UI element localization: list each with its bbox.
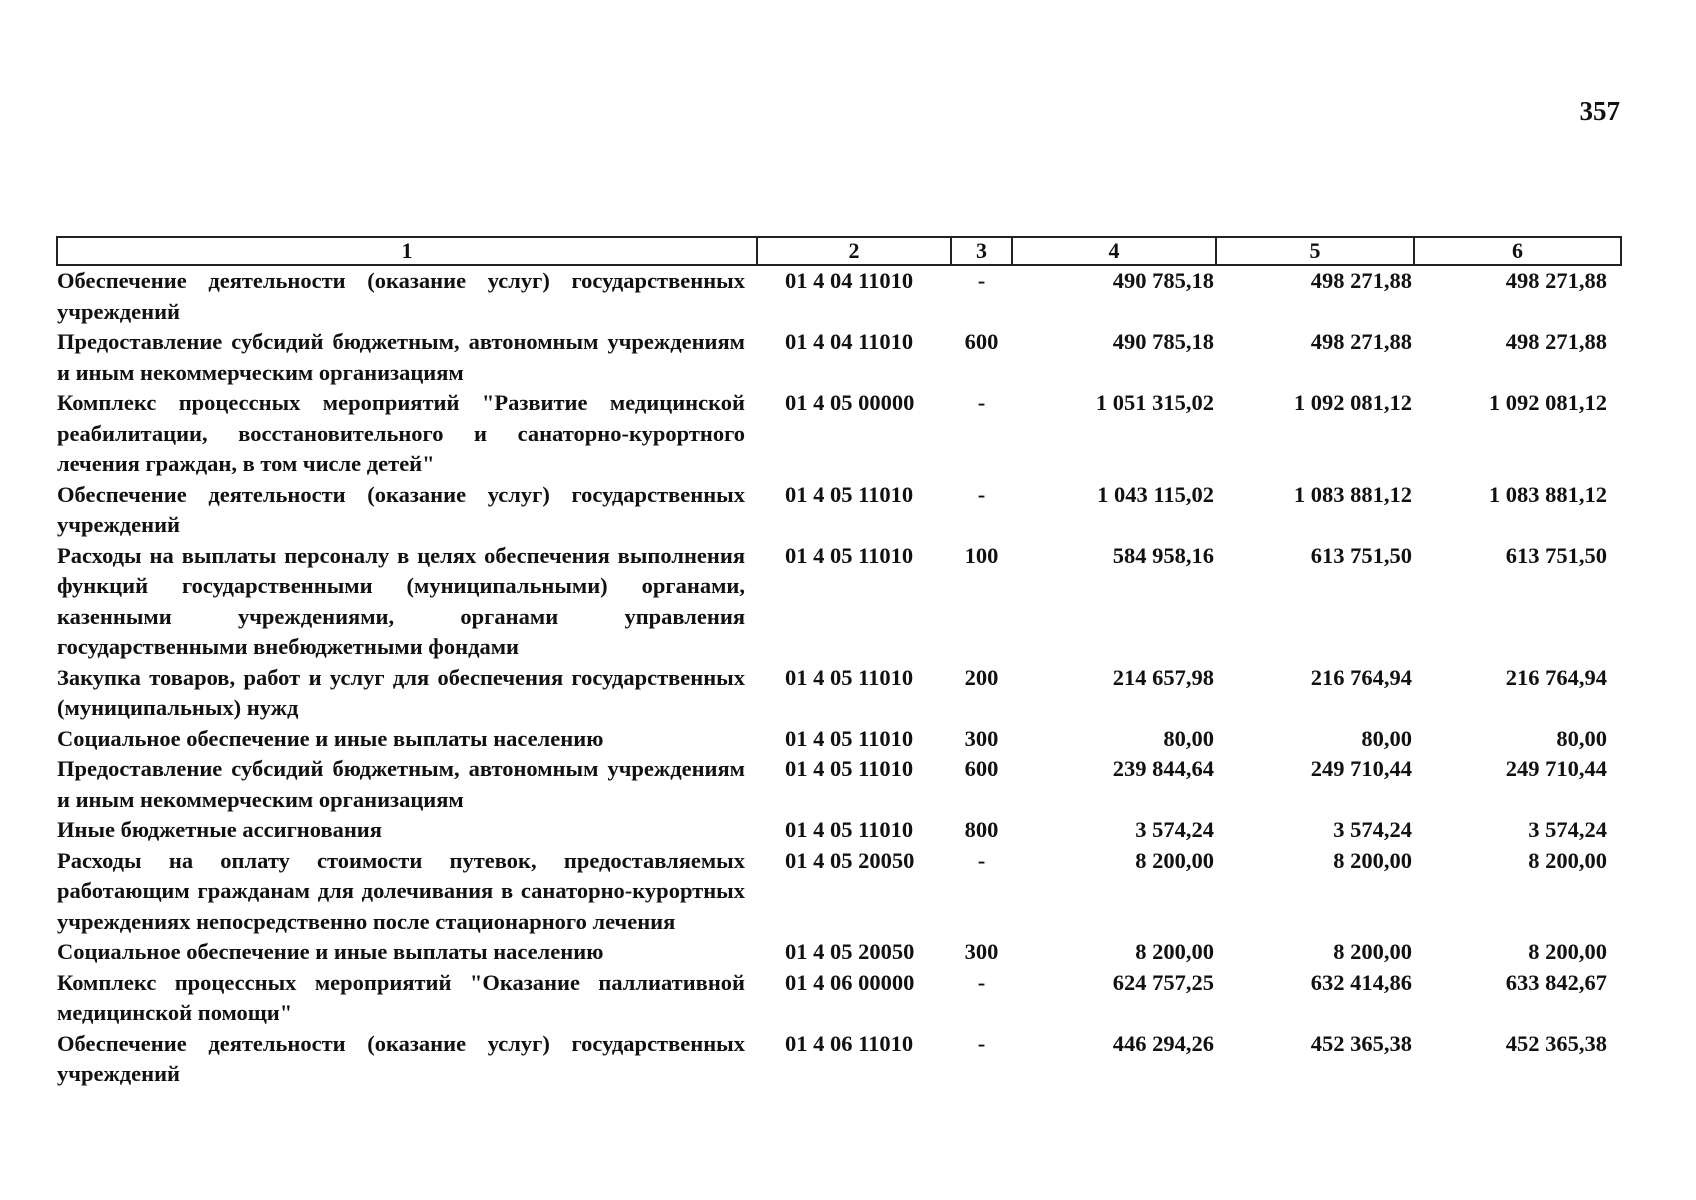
amount-col5: 80,00 bbox=[1361, 725, 1412, 751]
amount-col6: 249 710,44 bbox=[1505, 756, 1607, 781]
table-row bbox=[57, 754, 1621, 815]
column-header-4: 4 bbox=[1012, 237, 1216, 265]
target-article-code: 01 4 05 11010 bbox=[785, 481, 914, 507]
expense-name: Расходы на выплаты персоналу в целях обеспечения выполнения функций государственными (муниципальными) органами, казенными учреждениями, органами управления государственными внебюджетными фондами bbox=[57, 542, 745, 659]
target-article-code: 01 4 05 11010 bbox=[785, 725, 914, 751]
target-article-code: 01 4 05 00000 bbox=[785, 390, 915, 415]
table-row bbox=[57, 480, 1621, 541]
table-row bbox=[57, 724, 1621, 755]
amount-col5: 216 764,94 bbox=[1310, 664, 1412, 690]
amount-col5: 8 200,00 bbox=[1333, 939, 1412, 964]
amount-col4: 584 958,16 bbox=[1112, 542, 1214, 568]
target-article-code: 01 4 06 00000 bbox=[785, 969, 915, 995]
target-article-code: 01 4 04 11010 bbox=[785, 268, 914, 293]
amount-col5: 452 365,38 bbox=[1310, 1030, 1412, 1056]
target-article-code: 01 4 05 11010 bbox=[785, 817, 914, 842]
amount-col5: 1 092 081,12 bbox=[1293, 390, 1412, 415]
amount-col6: 8 200,00 bbox=[1528, 939, 1607, 964]
table-row bbox=[57, 846, 1621, 938]
table-row bbox=[57, 815, 1621, 846]
amount-col4: 3 574,24 bbox=[1135, 817, 1214, 842]
column-header-6: 6 bbox=[1414, 237, 1621, 265]
expense-name: Социальное обеспечение и иные выплаты населению bbox=[57, 725, 604, 751]
expense-type-code: 300 bbox=[964, 939, 999, 964]
column-header-1: 1 bbox=[57, 237, 757, 265]
expense-name: Обеспечение деятельности (оказание услуг) государственных учреждений bbox=[57, 268, 745, 324]
expense-name: Расходы на оплату стоимости путевок, предоставляемых работающим гражданам для долечивания в санаторно-курортных учреждениях непосредственно после стационарного лечения bbox=[57, 847, 745, 934]
amount-col4: 490 785,18 bbox=[1112, 268, 1214, 293]
expense-name: Иные бюджетные ассигнования bbox=[57, 817, 382, 842]
expense-name: Обеспечение деятельности (оказание услуг) государственных учреждений bbox=[57, 481, 745, 537]
table-row bbox=[57, 937, 1621, 968]
expense-type-code: 800 bbox=[964, 817, 999, 842]
page-number: 357 bbox=[1579, 96, 1620, 126]
amount-col6: 216 764,94 bbox=[1505, 664, 1607, 690]
expense-type-code: 600 bbox=[964, 756, 999, 781]
amount-col5: 8 200,00 bbox=[1333, 847, 1412, 873]
expense-name: Закупка товаров, работ и услуг для обеспечения государственных (муниципальных) нужд bbox=[57, 664, 745, 720]
target-article-code: 01 4 05 20050 bbox=[785, 847, 915, 873]
amount-col4: 214 657,98 bbox=[1112, 664, 1214, 690]
expense-name: Обеспечение деятельности (оказание услуг) государственных учреждений bbox=[57, 1030, 745, 1086]
amount-col4: 1 043 115,02 bbox=[1097, 481, 1214, 507]
expense-type-code: - bbox=[977, 268, 986, 293]
expense-type-code: 100 bbox=[964, 542, 999, 568]
target-article-code: 01 4 04 11010 bbox=[785, 329, 914, 354]
table-row bbox=[57, 968, 1621, 1029]
amount-col6: 633 842,67 bbox=[1505, 969, 1607, 995]
expense-type-code: 300 bbox=[964, 725, 999, 751]
amount-col4: 1 051 315,02 bbox=[1095, 390, 1214, 415]
amount-col5: 3 574,24 bbox=[1333, 817, 1412, 842]
target-article-code: 01 4 06 11010 bbox=[785, 1030, 914, 1056]
table-row bbox=[57, 541, 1621, 663]
amount-col4: 8 200,00 bbox=[1135, 847, 1214, 873]
expense-name: Предоставление субсидий бюджетным, автономным учреждениям и иным некоммерческим организациям bbox=[57, 756, 745, 812]
table-row bbox=[57, 663, 1621, 724]
expense-type-code: 600 bbox=[964, 329, 999, 354]
header-row bbox=[57, 237, 1621, 265]
amount-col6: 1 083 881,12 bbox=[1488, 481, 1607, 507]
expense-name: Комплекс процессных мероприятий "Оказание паллиативной медицинской помощи" bbox=[57, 969, 745, 1025]
expense-type-code: - bbox=[977, 969, 986, 995]
amount-col6: 498 271,88 bbox=[1505, 268, 1607, 293]
amount-col5: 613 751,50 bbox=[1310, 542, 1412, 568]
expense-type-code: - bbox=[977, 481, 986, 507]
expense-type-code: 200 bbox=[964, 664, 999, 690]
amount-col5: 498 271,88 bbox=[1310, 329, 1412, 354]
amount-col5: 1 083 881,12 bbox=[1293, 481, 1412, 507]
expense-type-code: - bbox=[977, 390, 986, 415]
expense-name: Предоставление субсидий бюджетным, автономным учреждениям и иным некоммерческим организациям bbox=[57, 329, 745, 385]
target-article-code: 01 4 05 20050 bbox=[785, 939, 915, 964]
amount-col6: 8 200,00 bbox=[1528, 847, 1607, 873]
amount-col5: 249 710,44 bbox=[1310, 756, 1412, 781]
target-article-code: 01 4 05 11010 bbox=[785, 756, 914, 781]
amount-col4: 624 757,25 bbox=[1112, 969, 1214, 995]
target-article-code: 01 4 05 11010 bbox=[785, 664, 914, 690]
target-article-code: 01 4 05 11010 bbox=[785, 542, 914, 568]
amount-col6: 452 365,38 bbox=[1505, 1030, 1607, 1056]
amount-col4: 446 294,26 bbox=[1112, 1030, 1214, 1056]
column-header-5: 5 bbox=[1216, 237, 1414, 265]
amount-col6: 613 751,50 bbox=[1505, 542, 1607, 568]
table-row bbox=[57, 388, 1621, 480]
amount-col4: 8 200,00 bbox=[1135, 939, 1214, 964]
amount-col4: 80,00 bbox=[1163, 725, 1214, 751]
table-row bbox=[57, 265, 1621, 327]
table-row bbox=[57, 1029, 1621, 1090]
amount-col4: 239 844,64 bbox=[1112, 756, 1214, 781]
expense-type-code: - bbox=[977, 847, 986, 873]
expense-type-code: - bbox=[977, 1030, 986, 1056]
expense-name: Комплекс процессных мероприятий "Развитие медицинской реабилитации, восстановительного и санаторно-курортного лечения граждан, в том числе детей" bbox=[57, 390, 745, 476]
expense-name: Социальное обеспечение и иные выплаты населению bbox=[57, 939, 604, 964]
amount-col6: 3 574,24 bbox=[1528, 817, 1607, 842]
column-header-3: 3 bbox=[951, 237, 1012, 265]
budget-table bbox=[56, 236, 1622, 1090]
amount-col6: 80,00 bbox=[1556, 725, 1607, 751]
column-header-2: 2 bbox=[757, 237, 951, 265]
amount-col4: 490 785,18 bbox=[1112, 329, 1214, 354]
amount-col5: 498 271,88 bbox=[1310, 268, 1412, 293]
table-row bbox=[57, 327, 1621, 388]
amount-col6: 1 092 081,12 bbox=[1488, 390, 1607, 415]
amount-col5: 632 414,86 bbox=[1310, 969, 1412, 995]
amount-col6: 498 271,88 bbox=[1505, 329, 1607, 354]
